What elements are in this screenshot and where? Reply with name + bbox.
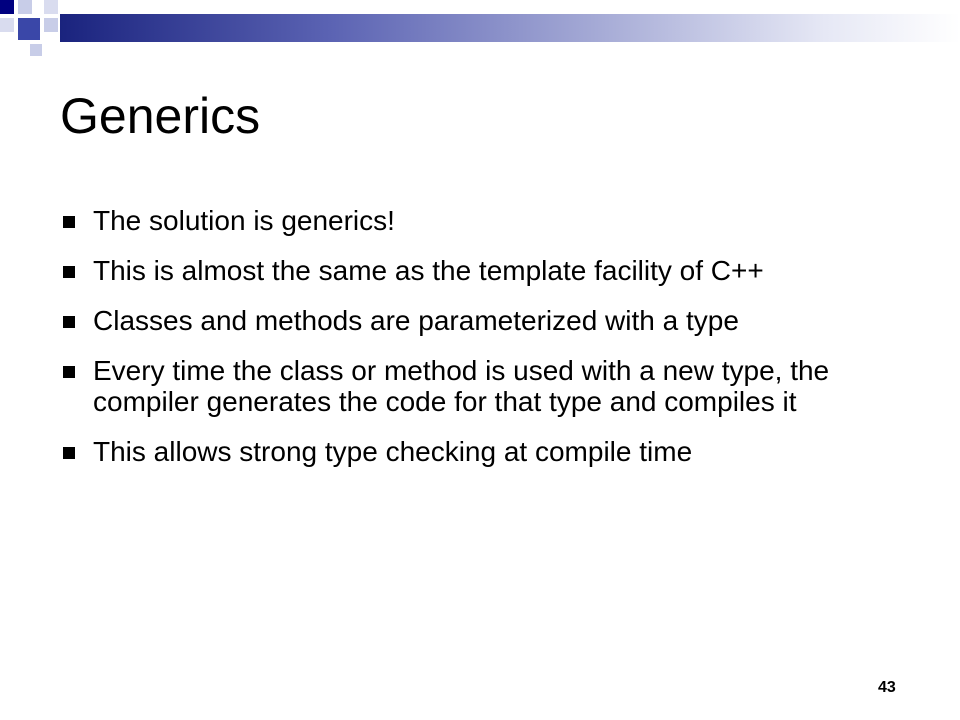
square-bullet-icon <box>63 447 75 459</box>
decorative-square <box>0 18 14 32</box>
decorative-square <box>30 44 42 56</box>
page-number: 43 <box>878 679 896 696</box>
square-bullet-icon <box>63 316 75 328</box>
bullet-item <box>60 205 920 236</box>
bullet-item <box>60 305 920 336</box>
decorative-square <box>18 0 32 14</box>
bullet-item <box>60 255 920 286</box>
header-gradient-bar <box>60 14 960 42</box>
bullet-text: This allows strong type checking at compile time <box>93 436 693 467</box>
decorative-square <box>44 18 58 32</box>
slide-title: Generics <box>60 88 261 144</box>
bullet-text: This is almost the same as the template facility of C++ <box>93 255 764 286</box>
decorative-square <box>18 18 40 40</box>
bullet-text: The solution is generics! <box>93 205 395 236</box>
square-bullet-icon <box>63 216 75 228</box>
square-bullet-icon <box>63 366 75 378</box>
decorative-square <box>0 0 14 14</box>
bullet-item <box>60 355 920 417</box>
square-bullet-icon <box>63 266 75 278</box>
bullet-text: Classes and methods are parameterized with a type <box>93 305 739 336</box>
bullet-item <box>60 436 920 467</box>
bullet-list <box>60 205 920 486</box>
bullet-text: Every time the class or method is used with a new type, the compiler generates the code for that type and compiles it <box>93 355 830 417</box>
decorative-square <box>44 0 58 14</box>
